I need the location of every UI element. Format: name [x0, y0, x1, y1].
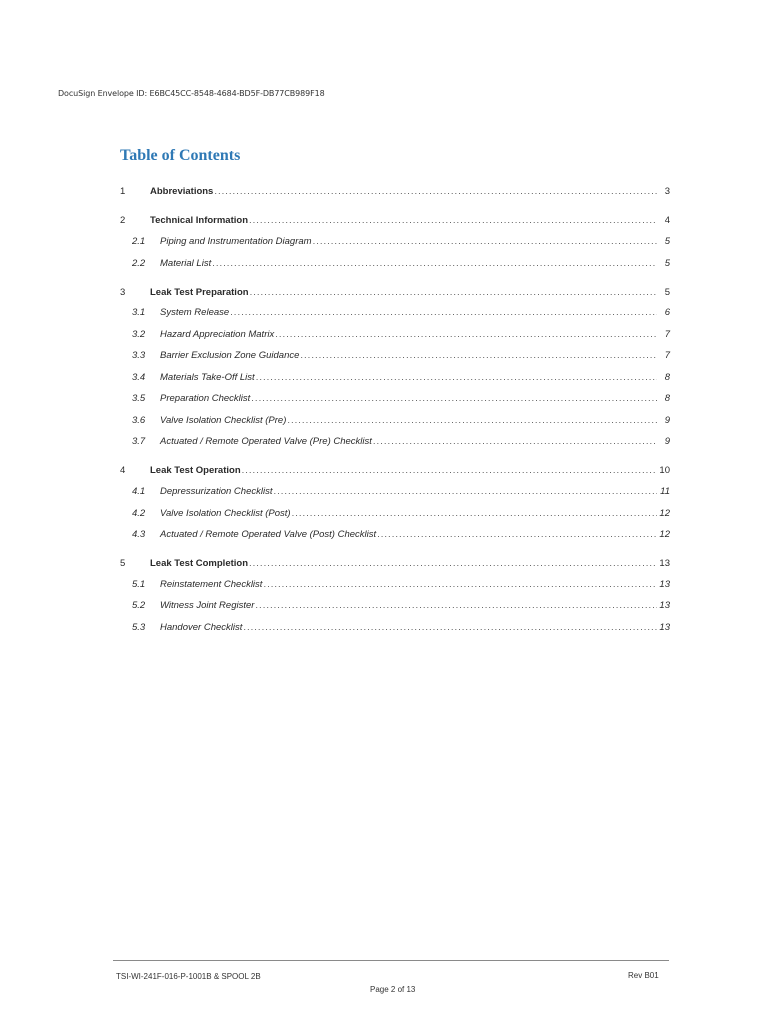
footer-document-reference: TSI-WI-241F-016-P-1001B & SPOOL 2B [116, 972, 261, 981]
toc-entry-page: 6 [664, 307, 670, 318]
toc-entry-page: 9 [664, 415, 670, 426]
envelope-id: DocuSign Envelope ID: E6BC45CC-8548-4684-BD5F-DB77CB989F18 [58, 89, 325, 98]
toc-entry-page: 8 [664, 393, 670, 404]
toc-entry[interactable] [116, 529, 670, 540]
footer-revision: Rev B01 [628, 971, 659, 980]
toc-entry[interactable] [116, 287, 670, 298]
toc-entry-title: System Release [160, 307, 230, 318]
toc-leader-dots [230, 307, 657, 318]
toc-entry-title: Leak Test Operation [150, 465, 241, 476]
toc-entry-page: 7 [664, 350, 670, 361]
toc-entry-title: Barrier Exclusion Zone Guidance [160, 350, 300, 361]
toc-entry-title: Actuated / Remote Operated Valve (Pre) Checklist [160, 436, 372, 447]
toc-leader-dots [273, 486, 657, 497]
toc-entry-number: 2.1 [132, 236, 146, 247]
toc-entry-page: 3 [664, 186, 670, 197]
toc-leader-dots [250, 287, 657, 298]
toc-entry-title: Piping and Instrumentation Diagram [160, 236, 312, 247]
footer-page-number: Page 2 of 13 [370, 985, 416, 994]
toc-entry-page: 9 [664, 436, 670, 447]
toc-entry-title: Leak Test Completion [150, 558, 249, 569]
toc-entry-number: 3.7 [132, 436, 146, 447]
toc-entry-title: Material List [160, 258, 212, 269]
toc-entry-page: 7 [664, 329, 670, 340]
toc-entry[interactable] [116, 393, 670, 404]
toc-entry-page: 5 [664, 287, 670, 298]
toc-entry-title: Preparation Checklist [160, 393, 251, 404]
toc-entry-page: 4 [664, 215, 670, 226]
toc-entry[interactable] [116, 329, 670, 340]
toc-entry-title: Valve Isolation Checklist (Post) [160, 508, 291, 519]
footer-divider [113, 960, 669, 961]
toc-entry-number: 3.3 [132, 350, 146, 361]
toc-leader-dots [263, 579, 657, 590]
toc-entry-number: 3 [120, 287, 126, 298]
toc-entry[interactable] [116, 186, 670, 197]
toc-entry-number: 5.3 [132, 622, 146, 633]
toc-entry-number: 3.1 [132, 307, 146, 318]
toc-entry-page: 13 [659, 600, 670, 611]
toc-entry-page: 13 [659, 622, 670, 633]
toc-entry-page: 5 [664, 258, 670, 269]
toc-entry[interactable] [116, 236, 670, 247]
toc-entry[interactable] [116, 486, 670, 497]
toc-leader-dots [249, 215, 657, 226]
toc-entry-number: 1 [120, 186, 126, 197]
toc-leader-dots [255, 600, 657, 611]
toc-entry-page: 13 [659, 558, 670, 569]
toc-entry-number: 3.6 [132, 415, 146, 426]
toc-entry-page: 12 [659, 529, 670, 540]
toc-leader-dots [242, 465, 657, 476]
toc-entry-page: 11 [660, 486, 670, 497]
toc-entry-title: Reinstatement Checklist [160, 579, 263, 590]
toc-entry-number: 3.5 [132, 393, 146, 404]
toc-entry[interactable] [116, 436, 670, 447]
toc-leader-dots [214, 186, 657, 197]
toc-leader-dots [373, 436, 657, 447]
toc-entry-title: Witness Joint Register [160, 600, 255, 611]
toc-entry-title: Handover Checklist [160, 622, 243, 633]
toc-entry[interactable] [116, 372, 670, 383]
toc-leader-dots [212, 258, 657, 269]
toc-entry-page: 8 [664, 372, 670, 383]
toc-leader-dots [251, 393, 657, 404]
toc-entry-number: 3.4 [132, 372, 146, 383]
toc-entry-title: Valve Isolation Checklist (Pre) [160, 415, 287, 426]
toc-entry[interactable] [116, 622, 670, 633]
toc-entry-page: 5 [664, 236, 670, 247]
toc-entry[interactable] [116, 307, 670, 318]
toc-entry[interactable] [116, 215, 670, 226]
toc-leader-dots [243, 622, 657, 633]
toc-entry-number: 5.1 [132, 579, 146, 590]
toc-entry-number: 3.2 [132, 329, 146, 340]
toc-entry-number: 4.2 [132, 508, 146, 519]
toc-entry[interactable] [116, 508, 670, 519]
toc-entry-title: Materials Take-Off List [160, 372, 255, 383]
toc-entry-number: 2 [120, 215, 126, 226]
toc-entry-number: 5 [120, 558, 126, 569]
toc-entry-number: 4.1 [132, 486, 146, 497]
toc-entry-number: 5.2 [132, 600, 146, 611]
toc-entry-title: Abbreviations [150, 186, 214, 197]
toc-entry[interactable] [116, 258, 670, 269]
toc-entry-title: Technical Information [150, 215, 249, 226]
toc-leader-dots [292, 508, 657, 519]
toc-leader-dots [313, 236, 657, 247]
toc-entry-page: 10 [659, 465, 670, 476]
toc-leader-dots [275, 329, 657, 340]
toc-entry-title: Hazard Appreciation Matrix [160, 329, 275, 340]
toc-entry-number: 2.2 [132, 258, 146, 269]
toc-title: Table of Contents [120, 147, 241, 164]
toc-entry[interactable] [116, 465, 670, 476]
toc-leader-dots [377, 529, 657, 540]
toc-entry[interactable] [116, 350, 670, 361]
toc-entry[interactable] [116, 579, 670, 590]
toc-leader-dots [256, 372, 657, 383]
toc-entry[interactable] [116, 600, 670, 611]
toc-entry[interactable] [116, 415, 670, 426]
toc-entry-title: Actuated / Remote Operated Valve (Post) Checklist [160, 529, 377, 540]
toc-entry-number: 4 [120, 465, 126, 476]
toc-entry-page: 12 [659, 508, 670, 519]
toc-entry-number: 4.3 [132, 529, 146, 540]
toc-entry[interactable] [116, 558, 670, 569]
toc-leader-dots [287, 415, 657, 426]
toc-entry-page: 13 [659, 579, 670, 590]
toc-entry-title: Depressurization Checklist [160, 486, 273, 497]
toc-entry-title: Leak Test Preparation [150, 287, 249, 298]
toc-leader-dots [249, 558, 657, 569]
toc-leader-dots [300, 350, 657, 361]
